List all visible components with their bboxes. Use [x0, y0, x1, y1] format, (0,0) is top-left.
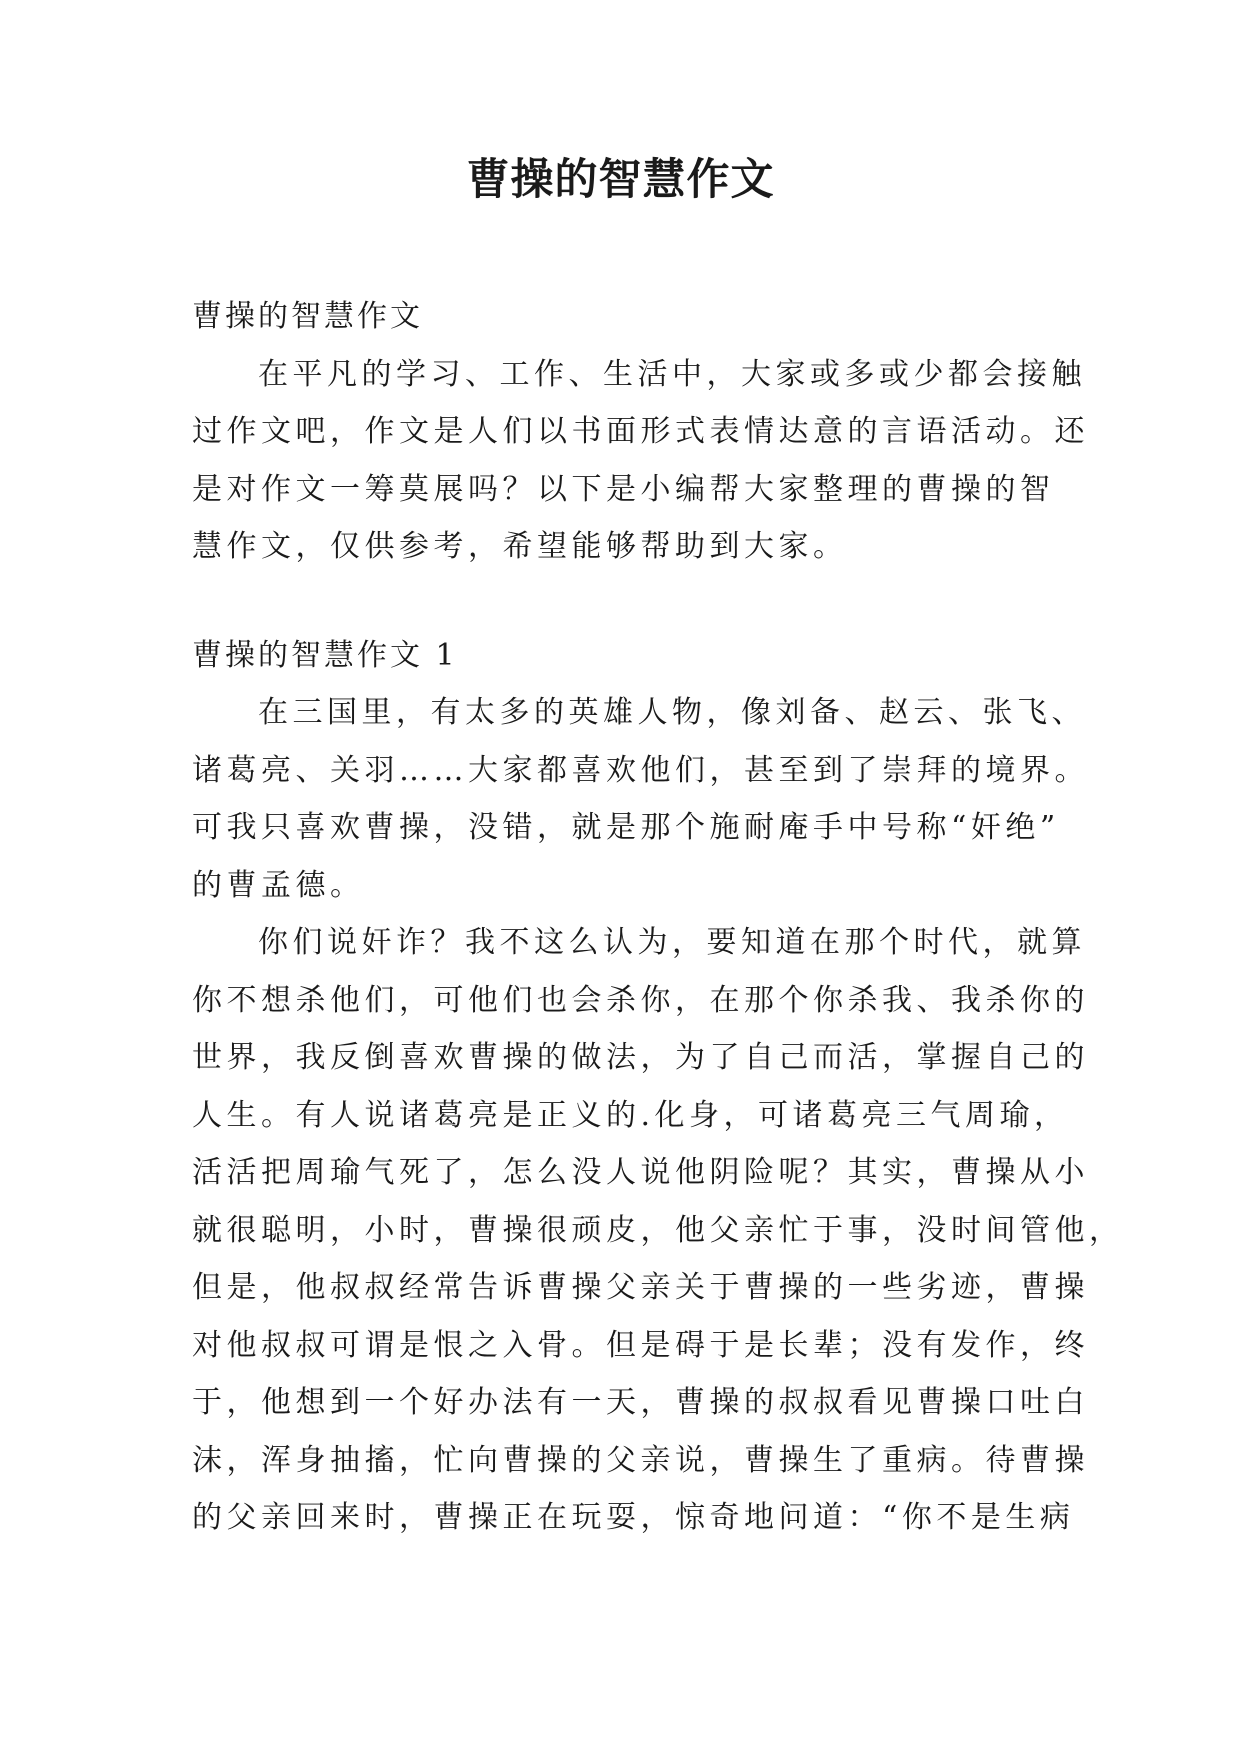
paragraph-line: 世界，我反倒喜欢曹操的做法，为了自己而活，掌握自己的 — [192, 1040, 1089, 1075]
paragraph-line: 在三国里，有太多的英雄人物，像刘备、赵云、张飞、 — [258, 695, 1086, 730]
paragraph-line: 过作文吧，作文是人们以书面形式表情达意的言语活动。还 — [192, 414, 1089, 449]
paragraph-line: 你不想杀他们，可他们也会杀你，在那个你杀我、我杀你的 — [192, 982, 1089, 1018]
paragraph-line: 在平凡的学习、工作、生活中，大家或多或少都会接触 — [258, 356, 1086, 392]
paragraph-line: 的曹孟德。 — [192, 867, 365, 903]
section1-paragraph-1 — [192, 684, 1089, 914]
paragraph-line: 对他叔叔可谓是恨之入骨。但是碍于是长辈；没有发作，终 — [192, 1327, 1089, 1363]
paragraph-line: 活活把周瑜气死了，怎么没人说他阴险呢？其实，曹操从小 — [192, 1155, 1089, 1190]
paragraph-line: 你们说奸诈？我不这么认为，要知道在那个时代，就算 — [258, 925, 1086, 960]
document-title: 曹操的智慧作文 — [466, 155, 775, 205]
paragraph-line: 沫，浑身抽搐，忙向曹操的父亲说，曹操生了重病。待曹操 — [192, 1442, 1089, 1478]
section1-paragraph-2 — [192, 914, 1124, 1547]
document-body — [192, 288, 1124, 1547]
paragraph-line: 是对作文一筹莫展吗？以下是小编帮大家整理的曹操的智 — [192, 471, 1055, 507]
intro-paragraph — [192, 346, 1089, 576]
section-gap — [192, 576, 1052, 627]
paragraph-line: 于，他想到一个好办法有一天，曹操的叔叔看见曹操口吐白 — [192, 1385, 1089, 1420]
paragraph-line: 人生。有人说诸葛亮是正义的.化身，可诸葛亮三气周瑜， — [192, 1097, 1069, 1133]
paragraph-line: 的父亲回来时，曹操正在玩耍，惊奇地问道：“你不是生病 — [192, 1500, 1075, 1535]
subheading: 曹操的智慧作文 — [192, 299, 423, 334]
paragraph-line: 就很聪明，小时，曹操很顽皮，他父亲忙于事，没时间管他， — [192, 1212, 1124, 1248]
paragraph-line: 诸葛亮、关羽……大家都喜欢他们，甚至到了崇拜的境界。 — [192, 752, 1089, 788]
paragraph-line: 但是，他叔叔经常告诉曹操父亲关于曹操的一些劣迹，曹操 — [192, 1270, 1089, 1305]
paragraph-line: 慧作文，仅供参考，希望能够帮助到大家。 — [192, 529, 848, 564]
section-heading: 曹操的智慧作文 1 — [192, 637, 458, 673]
paragraph-line: 可我只喜欢曹操，没错，就是那个施耐庵手中号称“奸绝” — [192, 810, 1060, 845]
